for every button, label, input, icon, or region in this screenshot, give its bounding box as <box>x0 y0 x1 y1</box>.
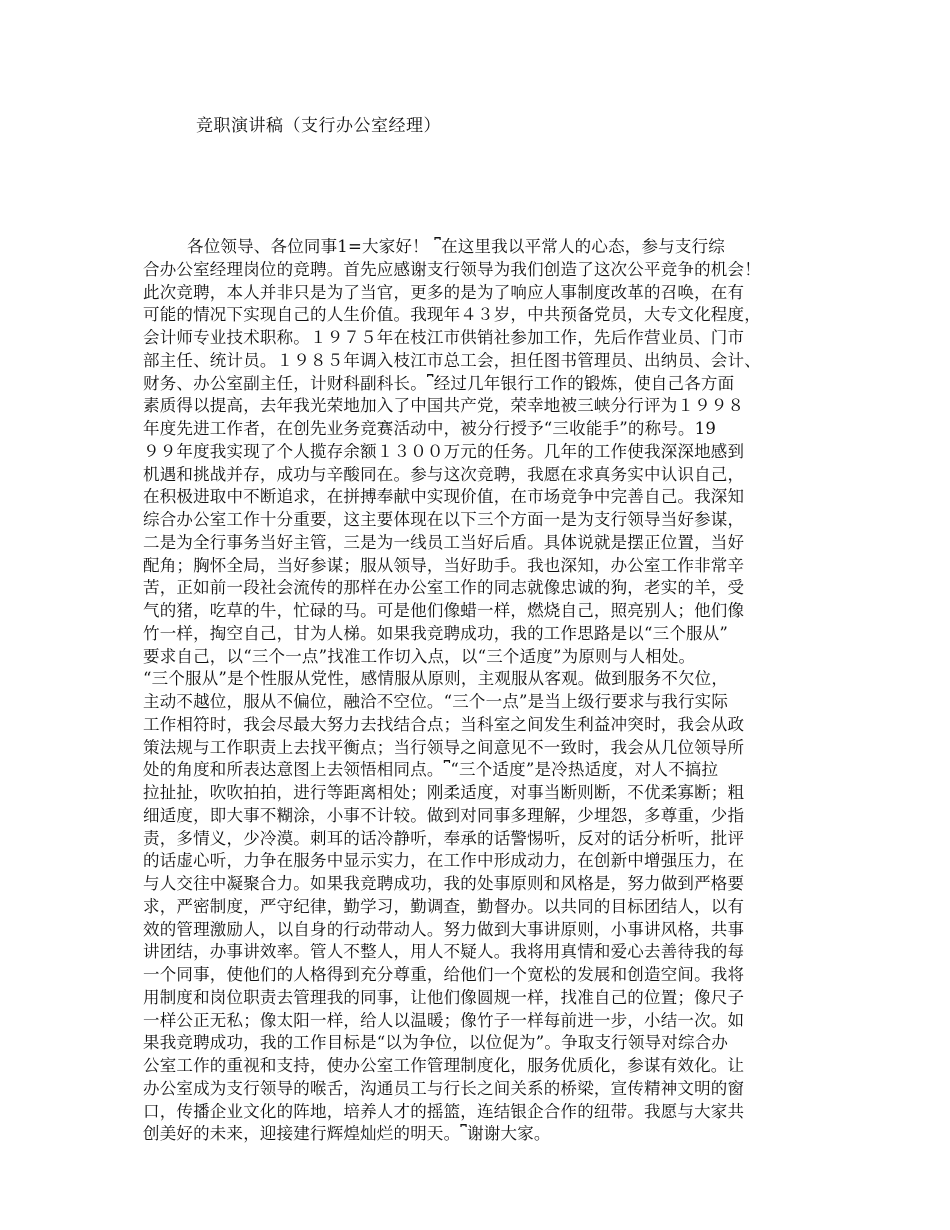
speech-line: 处的角度和所表达意图上去领悟相同点。⎴“三个适度”是冷热适度，对人不搞拉 <box>143 760 719 780</box>
speech-line: 一个同事，使他们的人格得到充分尊重，给他们一个宽松的发展和创造空间。我将 <box>143 965 745 984</box>
speech-line: 机遇和挑战并存，成功与辛酸同在。参与这次竞聘，我愿在求真务实中认识自己， <box>143 464 745 484</box>
speech-line: 在积极进取中不断追求，在拼搏奉献中实现价值，在市场竞争中完善自己。我深知 <box>143 487 745 507</box>
speech-line: 主动不越位，服从不偏位，融洽不空位。“三个一点”是当上级行要求与我行实际 <box>143 692 729 711</box>
document-title: 竞职演讲稿（支行办公室经理） <box>196 116 441 136</box>
speech-line: 公室工作的重视和支持，使办公室工作管理制度化，服务优质化，参谋有效化。让 <box>143 1056 745 1075</box>
speech-line: 合办公室经理岗位的竞聘。首先应感谢支行领导为我们创造了这次公平竞争的机会！ <box>143 259 761 279</box>
speech-line: 要求自己，以“三个一点”找准工作切入点，以“三个适度”为原则与人相处。 <box>143 646 696 666</box>
speech-line: 财务、办公室副主任，计财科副科长。⎴经过几年银行工作的锻炼，使自己各方面 <box>143 373 735 393</box>
speech-line: 此次竞聘，本人并非只是为了当官，更多的是为了响应人事制度改革的召唤，在有 <box>143 282 745 302</box>
speech-line: 口，传播企业文化的阵地，培养人才的摇篮，连结银企合作的纽带。我愿与大家共 <box>143 1101 745 1121</box>
speech-line: 用制度和岗位职责去管理我的同事，让他们像圆规一样，找准自己的位置；像尺子 <box>143 987 745 1007</box>
speech-line: 配角；胸怀全局，当好参谋；服从领导，当好助手。我也深知，办公室工作非常辛 <box>143 555 745 575</box>
speech-line: 苦，正如前一段社会流传的那样在办公室工作的同志就像忠诚的狗，老实的羊，受 <box>143 578 745 598</box>
speech-line: 拉扯扯，吹吹拍拍，进行等距离相处；刚柔适度，对事当断则断，不优柔寡断；粗 <box>143 783 745 802</box>
speech-line: 一样公正无私；像太阳一样，给人以温暖；像竹子一样每前进一步，小结一次。如 <box>143 1010 745 1030</box>
speech-line: 讲团结，办事讲效率。管人不整人，用人不疑人。我将用真情和爱心去善待我的每 <box>143 942 745 962</box>
speech-line: 气的猪，吃草的牛，忙碌的马。可是他们像蜡一样，燃烧自己，照亮别人；他们像 <box>143 601 745 620</box>
speech-line: 二是为全行事务当好主管，三是为一线员工当好后盾。具体说就是摆正位置，当好 <box>143 532 745 552</box>
speech-line: 责，多情义，少冷漠。刺耳的话冷静听，奉承的话警惕听，反对的话分析听，批评 <box>143 828 745 848</box>
speech-line: 素质得以提高，去年我光荣地加入了中国共产党，荣幸地被三峡分行评为１９９８ <box>143 396 745 416</box>
speech-line: “三个服从”是个性服从党性，感情服从原则，主观服从客观。做到服务不欠位， <box>143 669 729 689</box>
speech-body <box>143 236 823 1146</box>
speech-line: 年度先进工作者，在创先业务竞赛活动中，被分行授予“三收能手”的称号。19 <box>143 419 717 438</box>
speech-line: 细适度，即大事不糊涂，小事不计较。做到对同事多理解，少埋怨，多尊重，少指 <box>143 805 745 825</box>
speech-line: 策法规与工作职责上去找平衡点；当行领导之间意见不一致时，我会从几位领导所 <box>143 737 745 757</box>
speech-line: 综合办公室工作十分重要，这主要体现在以下三个方面一是为支行领导当好参谋， <box>143 510 745 529</box>
speech-line: 创美好的未来，迎接建行辉煌灿烂的明天。⎴谢谢大家。 <box>143 1124 551 1144</box>
speech-line: 竹一样，掏空自己，甘为人梯。如果我竞聘成功，我的工作思路是以“三个服从” <box>143 623 729 643</box>
speech-line: 效的管理激励人，以自身的行动带动人。努力做到大事讲原则，小事讲风格，共事 <box>143 919 745 939</box>
speech-line: 工作相符时，我会尽最大努力去找结合点；当科室之间发生利益冲突时，我会从政 <box>143 714 745 734</box>
speech-line: 求，严密制度，严守纪律，勤学习，勤调查，勤督办。以共同的目标团结人，以有 <box>143 896 745 916</box>
speech-line: ９９年度我实现了个人揽存余额１３００万元的任务。几年的工作使我深深地感到 <box>143 441 745 461</box>
speech-line: 的话虚心听，力争在服务中显示实力，在工作中形成动力，在创新中增强压力，在 <box>143 851 745 871</box>
speech-line: 各位领导、各位同事1=大家好！ ⎴在这里我以平常人的心态，参与支行综 <box>187 237 725 256</box>
speech-line: 可能的情况下实现自己的人生价值。我现年４３岁，中共预备党员，大专文化程度， <box>143 305 761 325</box>
speech-line: 果我竞聘成功，我的工作目标是“以为争位，以位促为”。争取支行领导对综合办 <box>143 1033 729 1053</box>
speech-line: 部主任、统计员。１９８５年调入枝江市总工会，担任图书管理员、出纳员、会计、 <box>143 350 761 370</box>
speech-line: 与人交往中凝聚合力。如果我竞聘成功，我的处事原则和风格是，努力做到严格要 <box>143 874 745 893</box>
speech-line: 办公室成为支行领导的喉舌，沟通员工与行长之间关系的桥梁，宣传精神文明的窗 <box>143 1078 745 1098</box>
speech-line: 会计师专业技术职称。１９７５年在枝江市供销社参加工作，先后作营业员、门市 <box>143 328 745 347</box>
